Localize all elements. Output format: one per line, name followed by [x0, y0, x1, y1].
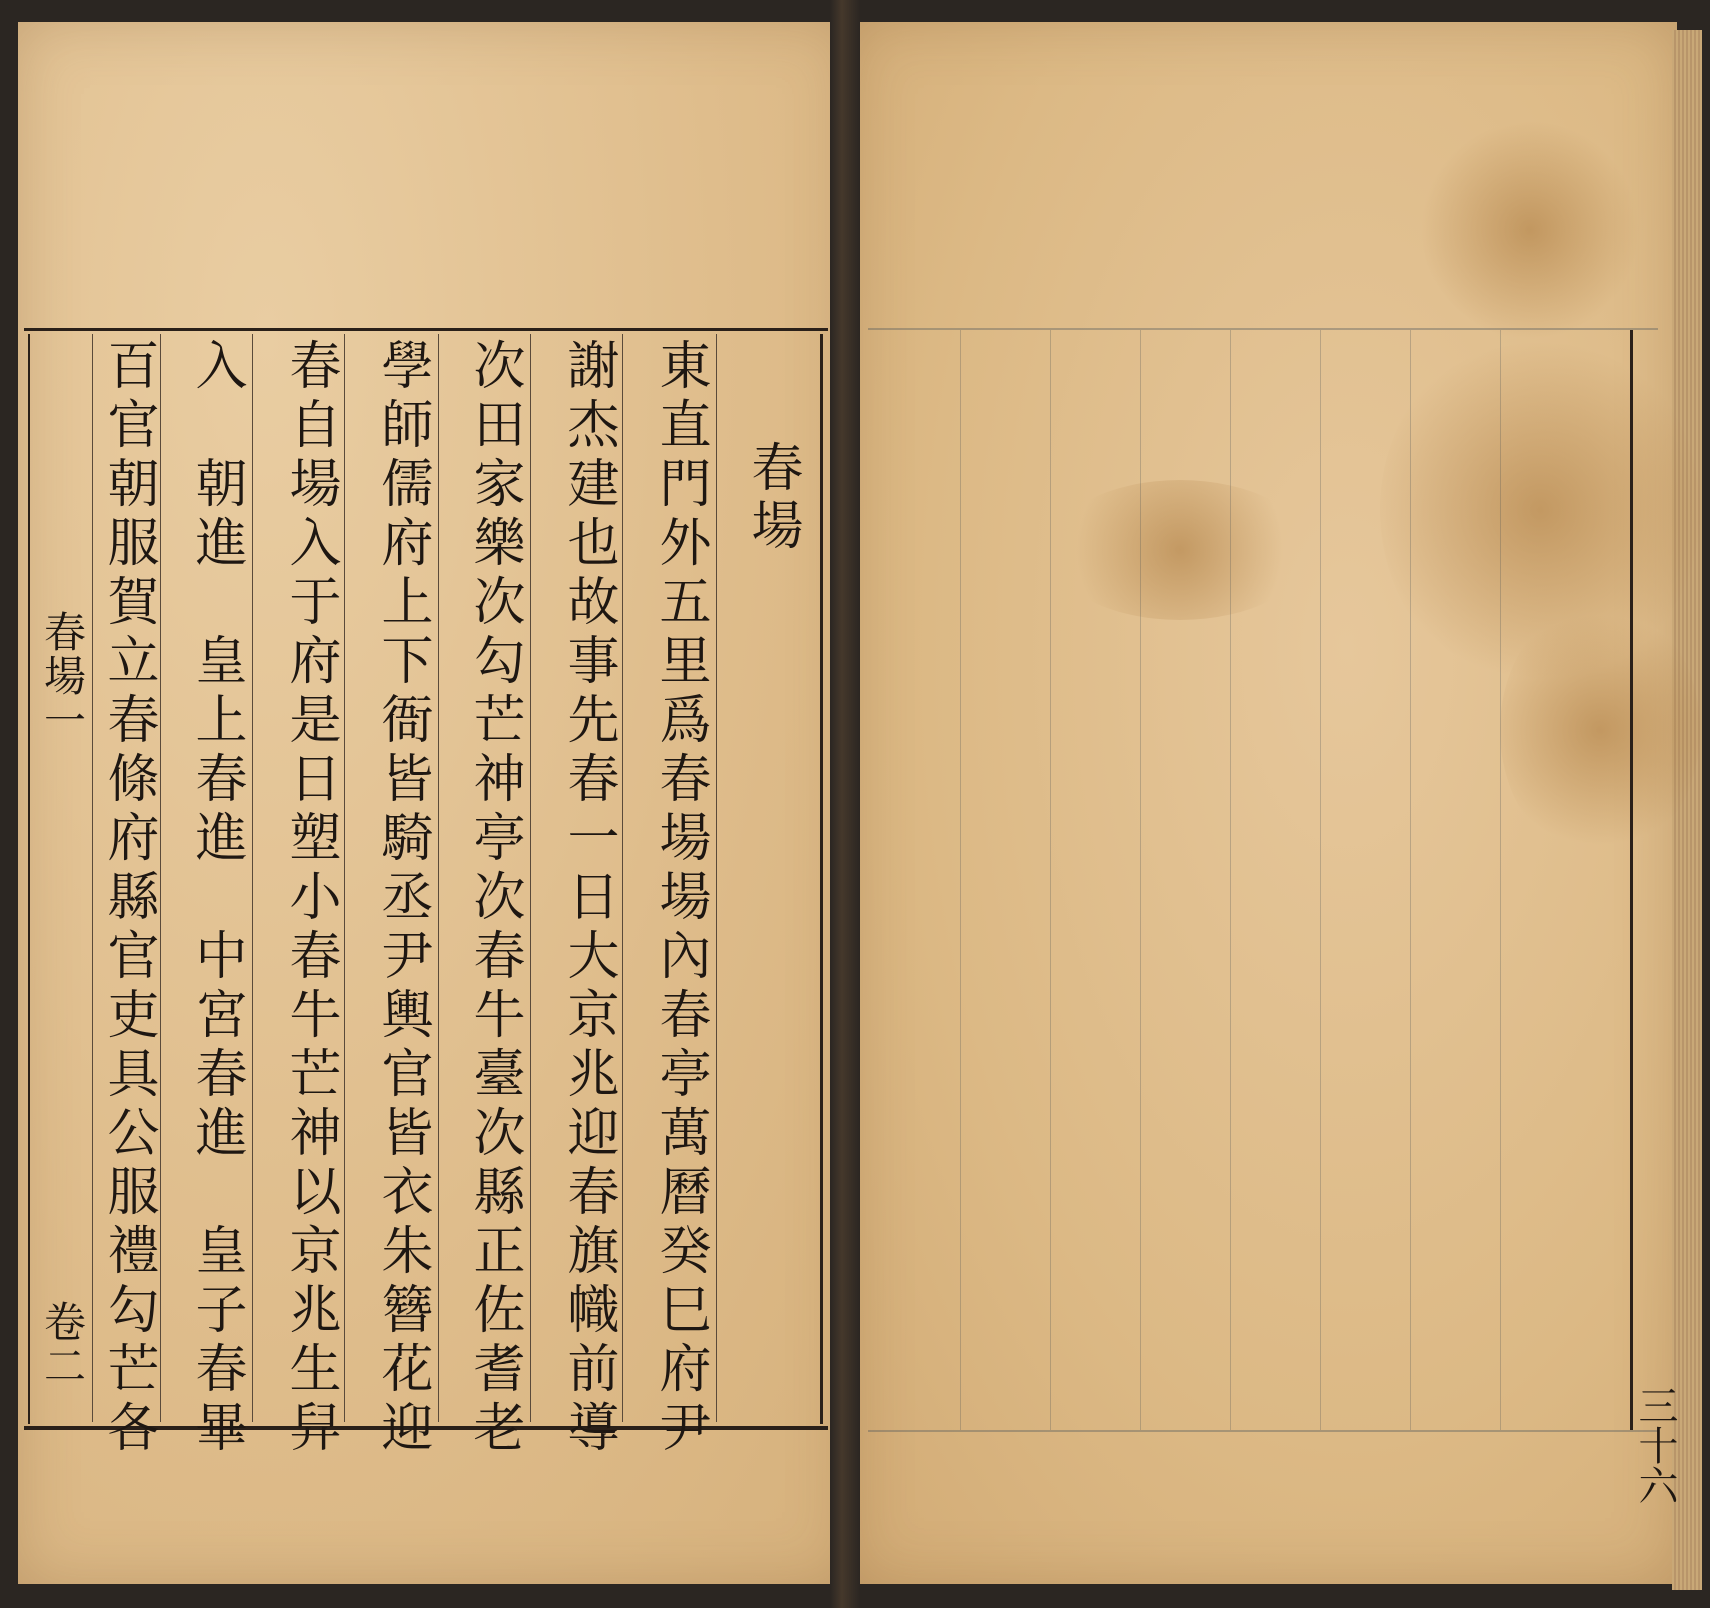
bleed-through-rule: [1050, 330, 1051, 1430]
text-column-6: 入 朝進 皇上春進 中宮春進 皇子春畢: [186, 338, 246, 1459]
page-number: 三十六: [1632, 1385, 1678, 1505]
bleed-through-rule: [1230, 330, 1231, 1430]
bleed-through-rule: [960, 330, 961, 1430]
column-rule: [252, 334, 253, 1422]
text-column-2: 謝杰建也故事先春一日大京兆迎春旗幟前導: [558, 338, 618, 1459]
text-column-7: 百官朝服賀立春條府縣官吏具公服禮勾芒各: [98, 338, 158, 1459]
margin-volume: 卷二: [38, 1300, 87, 1388]
text-column-1: 東直門外五里爲春場場內春亭萬曆癸巳府尹: [650, 338, 710, 1459]
book-gutter: [830, 0, 860, 1608]
foxing-stain: [1420, 120, 1640, 340]
column-rule: [438, 334, 439, 1422]
bleed-through-rule: [1140, 330, 1141, 1430]
column-rule: [622, 334, 623, 1422]
margin-title: 春場一: [38, 610, 87, 742]
column-rule: [344, 334, 345, 1422]
section-title: 春場: [742, 440, 802, 556]
bleed-through-rule: [1320, 330, 1321, 1430]
frame-border-right-page: [1630, 330, 1633, 1430]
bleed-through-rule: [1500, 330, 1501, 1430]
text-column-4: 學師儒府上下衙皆騎丞尹輿官皆衣朱簪花迎: [372, 338, 432, 1459]
column-rule: [160, 334, 161, 1422]
text-column-3: 次田家樂次勾芒神亭次春牛臺次縣正佐耆老: [464, 338, 524, 1459]
bleed-through-frame: [868, 328, 1658, 1432]
frame-border-right: [820, 334, 823, 1424]
text-column-5: 春自場入于府是日塑小春牛芒神以京兆生舁: [280, 338, 340, 1459]
column-rule: [92, 334, 93, 1422]
frame-border-left: [28, 334, 30, 1424]
column-rule: [716, 334, 717, 1422]
bleed-through-rule: [1410, 330, 1411, 1430]
column-rule: [530, 334, 531, 1422]
